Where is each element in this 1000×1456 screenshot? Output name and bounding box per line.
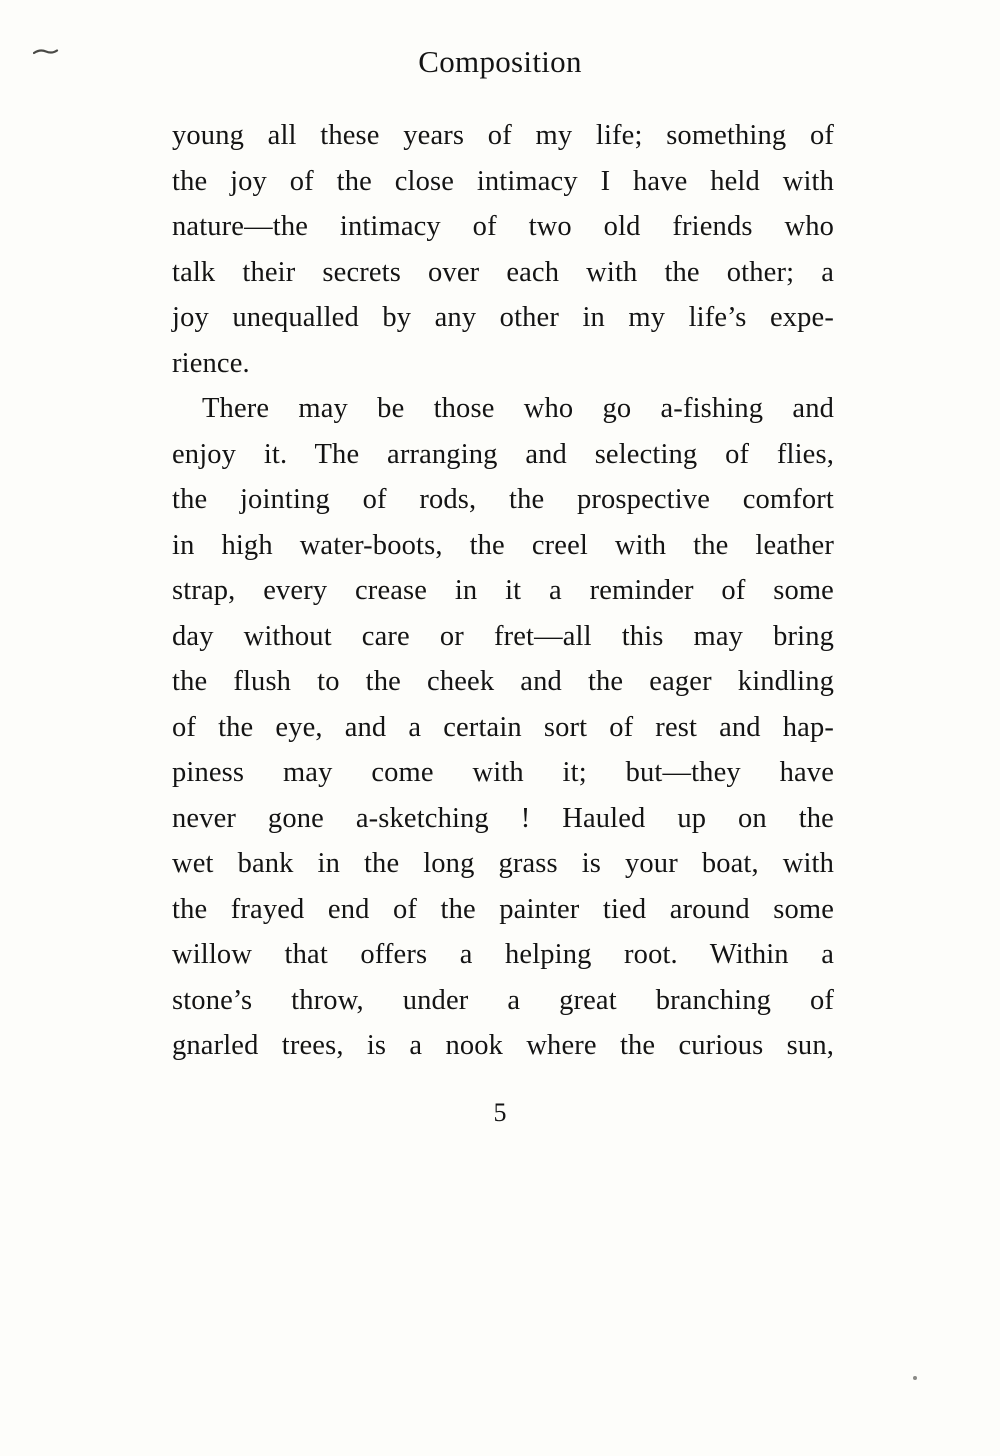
text-line: rience.	[172, 347, 250, 379]
text-line: enjoy it. The arranging and selecting of flies,	[172, 438, 834, 470]
text-block	[172, 113, 834, 1069]
page-number: 5	[493, 1098, 507, 1127]
text-line: gnarled trees, is a nook where the curious sun,	[172, 1030, 834, 1061]
text-line: young all these years of my life; something of	[172, 120, 834, 151]
text-line: talk their secrets over each with the other; a	[172, 256, 834, 288]
paragraph	[172, 386, 834, 1069]
text-line: wet bank in the long grass is your boat, with	[172, 848, 834, 879]
text-line: the joy of the close intimacy I have held with	[172, 165, 834, 197]
text-line: strap, every crease in it a reminder of some	[172, 575, 834, 606]
text-line: day without care or fret—all this may bring	[172, 620, 834, 652]
text-line: piness may come with it; but—they have	[172, 757, 834, 788]
text-line: in high water-boots, the creel with the leather	[172, 529, 834, 561]
text-line: joy unequalled by any other in my life’s expe-	[172, 302, 834, 333]
text-line: of the eye, and a certain sort of rest and hap-	[172, 711, 834, 743]
text-line: the frayed end of the painter tied around some	[172, 893, 834, 925]
text-line: never gone a-sketching ! Hauled up on the	[172, 802, 834, 834]
text-line: the flush to the cheek and the eager kindling	[172, 666, 834, 697]
paragraph	[172, 113, 834, 386]
text-line: stone’s throw, under a great branching of	[172, 984, 834, 1016]
scan-artifact-dot	[913, 1376, 917, 1380]
text-line: There may be those who go a-fishing and	[202, 393, 834, 424]
running-header: Composition	[418, 44, 582, 79]
text-line: nature—the intimacy of two old friends who	[172, 211, 834, 242]
text-line: the jointing of rods, the prospective comfort	[172, 484, 834, 515]
text-line: willow that offers a helping root. Within a	[172, 939, 834, 970]
